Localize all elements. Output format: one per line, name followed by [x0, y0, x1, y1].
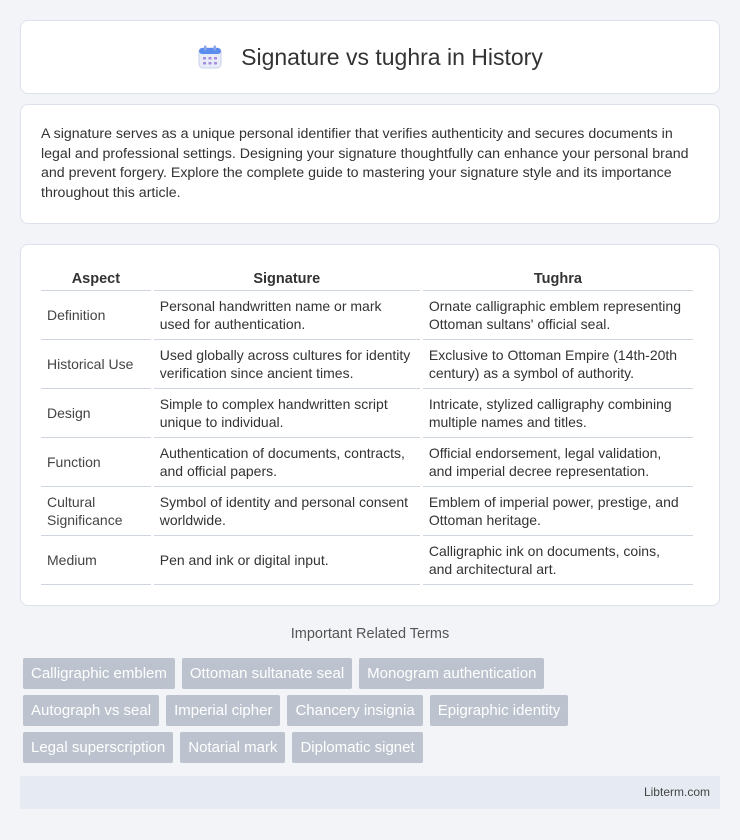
related-terms-title: Important Related Terms [290, 626, 450, 642]
table-row [41, 438, 693, 487]
related-term-tag[interactable]: Ottoman sultanate seal [182, 658, 352, 689]
calendar-icon [197, 44, 223, 70]
table-cell: Personal handwritten name or mark used for authentication. [154, 291, 420, 340]
table-cell: Ornate calligraphic emblem representing Ottoman sultans' official seal. [423, 291, 693, 340]
related-term-tag[interactable]: Autograph vs seal [23, 695, 159, 726]
table-cell: Historical Use [41, 340, 151, 389]
table-row [41, 389, 693, 438]
table-cell: Definition [41, 291, 151, 340]
related-term-tag[interactable]: Calligraphic emblem [23, 658, 175, 689]
related-terms-list [23, 658, 723, 769]
table-cell: Official endorsement, legal validation, and imperial decree representation. [423, 438, 693, 487]
header-card [20, 20, 720, 94]
table-cell: Cultural Significance [41, 487, 151, 536]
table-header-row [41, 263, 693, 291]
comparison-table-card [20, 244, 720, 606]
table-cell: Pen and ink or digital input. [154, 536, 420, 585]
table-row [41, 340, 693, 389]
tag-row [23, 658, 723, 689]
table-cell: Authentication of documents, contracts, and official papers. [154, 438, 420, 487]
table-cell: Medium [41, 536, 151, 585]
footer [20, 776, 720, 809]
related-term-tag[interactable]: Imperial cipher [166, 695, 280, 726]
intro-card [20, 104, 720, 224]
intro-text: A signature serves as a unique personal identifier that verifies authenticity and secures documents in legal and professional settings. Designing your signature thoughtfully can enhance your personal brand and prevent forgery. Explore the complete guide to mastering your signature style and its importance throughout this article. [41, 126, 689, 201]
table-cell: Used globally across cultures for identity verification since ancient times. [154, 340, 420, 389]
related-term-tag[interactable]: Chancery insignia [287, 695, 422, 726]
table-cell: Function [41, 438, 151, 487]
table-row [41, 487, 693, 536]
column-header-aspect: Aspect [41, 263, 151, 291]
related-term-tag[interactable]: Diplomatic signet [292, 732, 422, 763]
related-term-tag[interactable]: Legal superscription [23, 732, 173, 763]
page-title: Signature vs tughra in History [241, 43, 543, 70]
column-header-signature: Signature [154, 263, 420, 291]
table-cell: Design [41, 389, 151, 438]
table-cell: Calligraphic ink on documents, coins, and architectural art. [423, 536, 693, 585]
table-cell: Emblem of imperial power, prestige, and Ottoman heritage. [423, 487, 693, 536]
footer-site-link[interactable]: Libterm.com [643, 785, 710, 799]
column-header-tughra: Tughra [423, 263, 693, 291]
table-row [41, 291, 693, 340]
comparison-table [38, 263, 696, 585]
tag-row [23, 695, 723, 726]
table-cell: Exclusive to Ottoman Empire (14th-20th century) as a symbol of authority. [423, 340, 693, 389]
table-cell: Intricate, stylized calligraphy combining multiple names and titles. [423, 389, 693, 438]
related-term-tag[interactable]: Epigraphic identity [430, 695, 569, 726]
table-row [41, 536, 693, 585]
tag-row [23, 732, 723, 763]
related-term-tag[interactable]: Monogram authentication [359, 658, 544, 689]
table-cell: Symbol of identity and personal consent worldwide. [154, 487, 420, 536]
related-term-tag[interactable]: Notarial mark [180, 732, 285, 763]
table-cell: Simple to complex handwritten script unique to individual. [154, 389, 420, 438]
